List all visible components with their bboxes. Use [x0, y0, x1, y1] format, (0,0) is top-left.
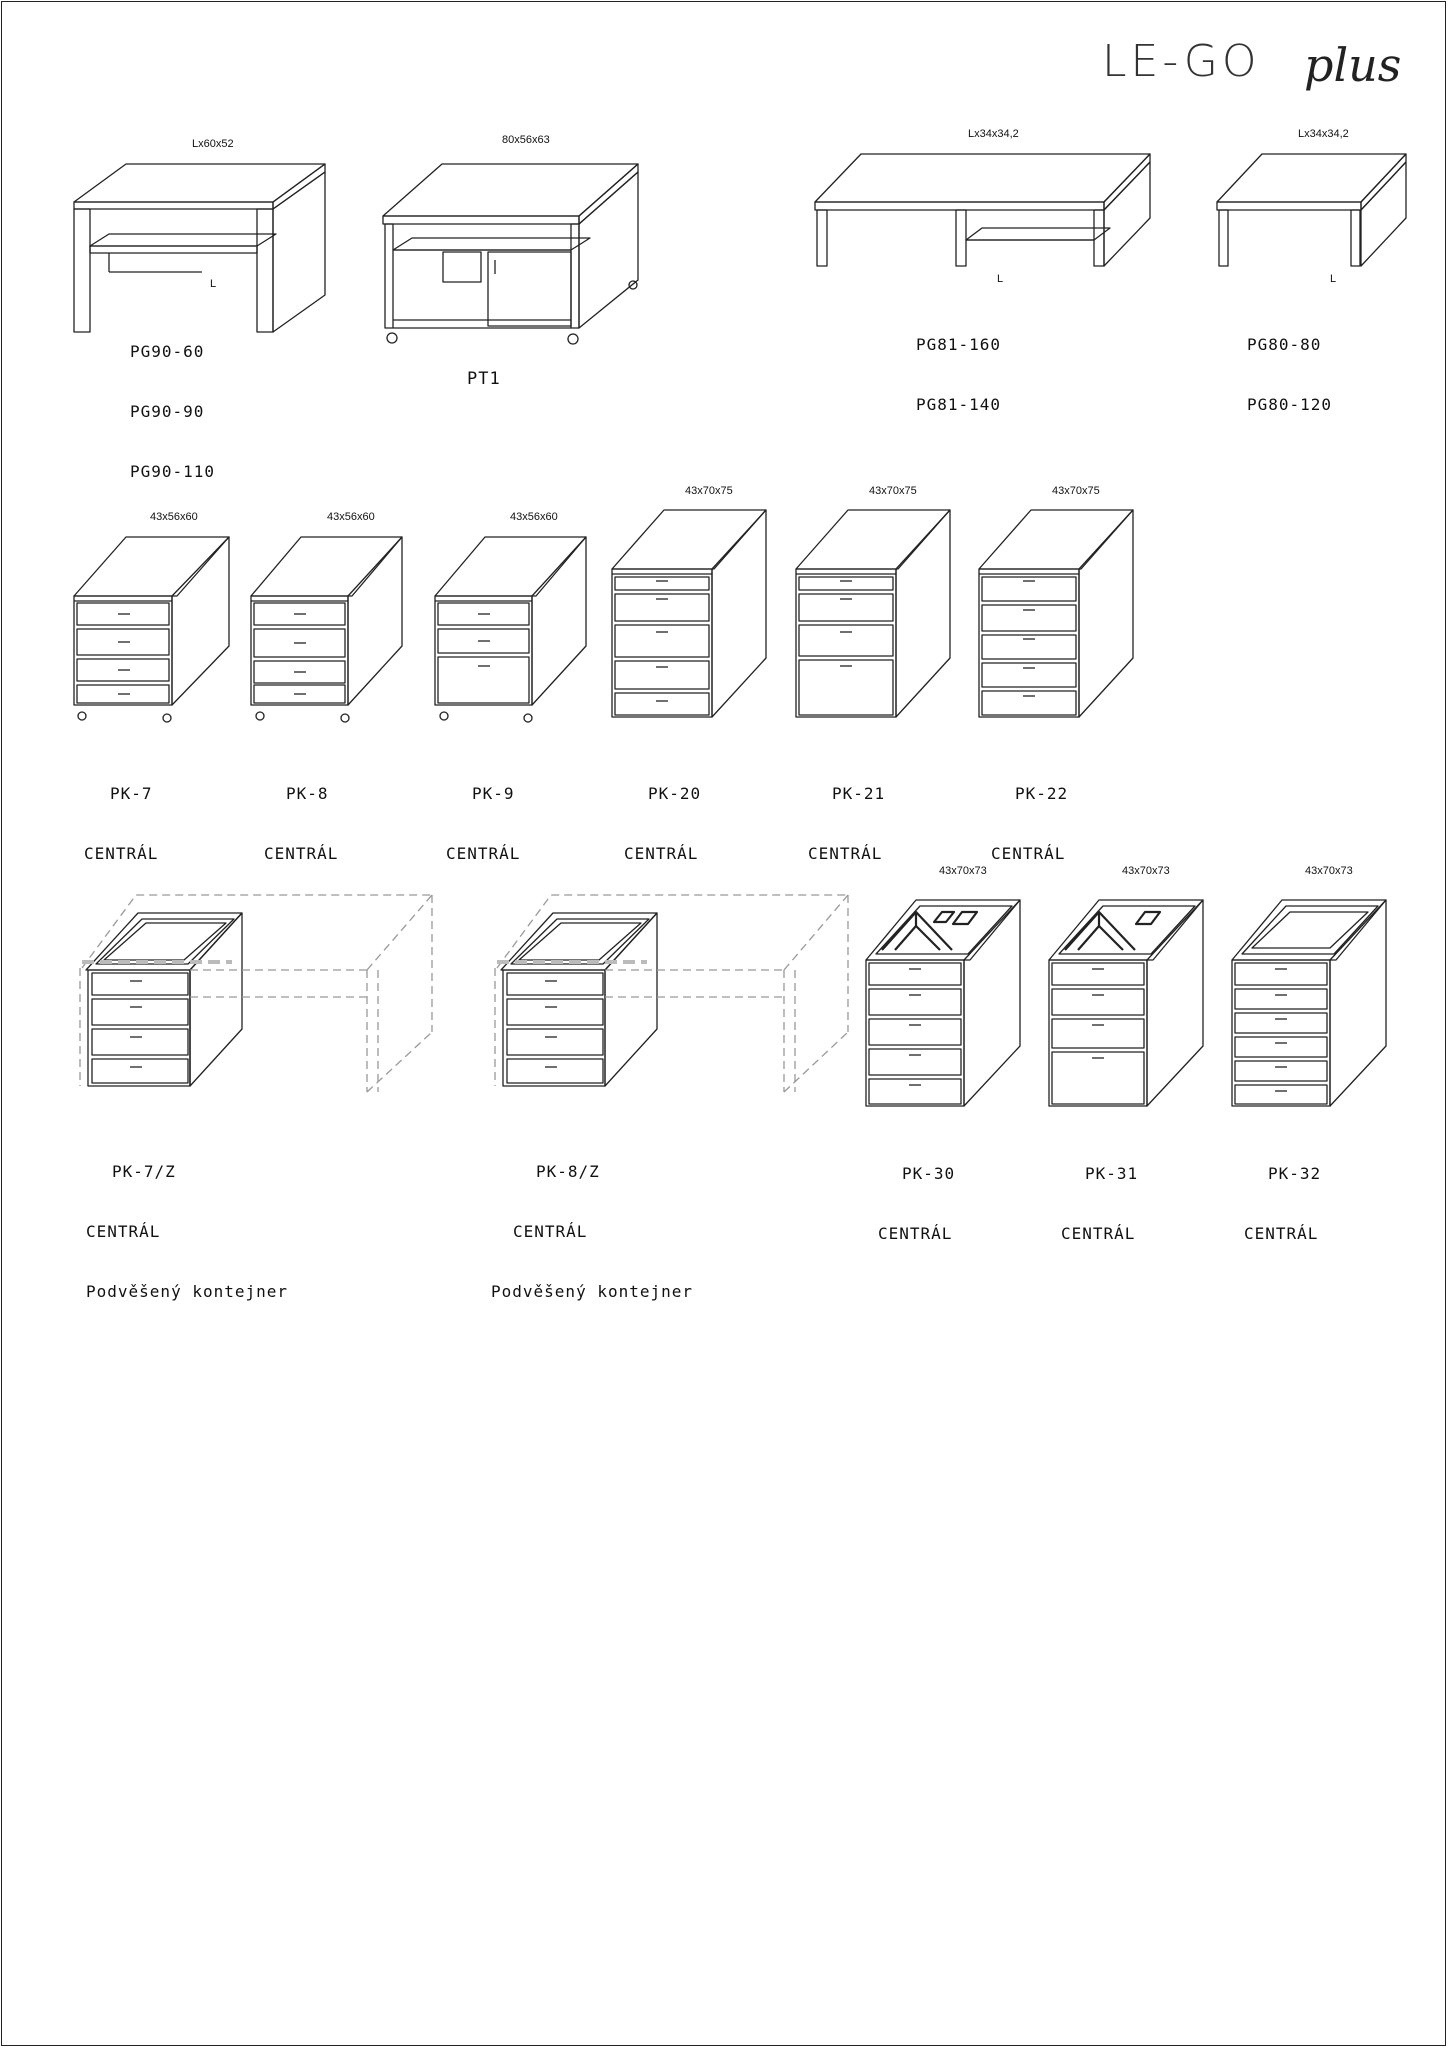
pk8-dims: 43x56x60 [327, 511, 375, 523]
container-pk8z-drawing [495, 895, 848, 1092]
pk32-dims: 43x70x73 [1305, 865, 1353, 877]
pk30-label [878, 1124, 955, 1284]
desk-pg90-code-1: PG90-60 [130, 342, 205, 361]
pk32-code: PK-32 [1268, 1164, 1322, 1183]
furniture-drawings [2, 2, 1447, 2047]
table-pt1-code: PT1 [467, 369, 501, 389]
cabinet-pk9-drawing [435, 537, 586, 722]
brand-name: LE-GO [1102, 36, 1261, 87]
cabinet-pk21-drawing [796, 510, 950, 717]
shelf-pg81-code-1: PG81-160 [916, 335, 1002, 354]
pk20-line: CENTRÁL [624, 844, 699, 863]
pk9-dims: 43x56x60 [510, 511, 558, 523]
pk30-dims: 43x70x73 [939, 865, 987, 877]
pk7-label [84, 744, 158, 904]
cabinet-pk22-drawing [979, 510, 1133, 717]
table-pt1-dims: 80x56x63 [502, 134, 550, 146]
pk20-dims: 43x70x75 [685, 485, 733, 497]
cabinet-pk20-drawing [612, 510, 766, 717]
cabinet-pk31-drawing [1049, 900, 1203, 1106]
pk32-label [1244, 1124, 1321, 1284]
table-pt1-drawing [383, 164, 638, 344]
pk7z-label [86, 1122, 288, 1342]
pk22-label [991, 744, 1068, 904]
pk32-line: CENTRÁL [1244, 1224, 1319, 1243]
pk8-label [264, 744, 338, 904]
pk7z-note: Podvěšený kontejner [86, 1282, 289, 1301]
pk31-label [1061, 1124, 1138, 1284]
pk22-line: CENTRÁL [991, 844, 1066, 863]
cabinet-pk7-drawing [74, 537, 229, 722]
pk20-label [624, 744, 701, 904]
desk-pg90-code-3: PG90-110 [130, 462, 216, 481]
shelf-pg81-codes [916, 295, 1001, 455]
shelf-pg80-code-1: PG80-80 [1247, 335, 1322, 354]
pk9-label [446, 744, 520, 904]
pk8z-line: CENTRÁL [513, 1222, 588, 1241]
shelf-pg80-code-2: PG80-120 [1247, 395, 1333, 414]
cabinet-pk32-drawing [1232, 900, 1386, 1106]
pk30-line: CENTRÁL [878, 1224, 953, 1243]
shelf-pg81-dims: Lx34x34,2 [968, 128, 1019, 140]
pk22-code: PK-22 [1015, 784, 1069, 803]
shelf-pg80-axis: L [1330, 273, 1337, 285]
desk-pg90-codes [130, 302, 215, 522]
catalog-sheet [1, 1, 1446, 2046]
pk8-line: CENTRÁL [264, 844, 339, 863]
pk7z-line: CENTRÁL [86, 1222, 161, 1241]
pk21-dims: 43x70x75 [869, 485, 917, 497]
desk-pg90-dims: Lx60x52 [192, 138, 234, 150]
pk8z-label [491, 1122, 693, 1342]
pk7z-code: PK-7/Z [112, 1162, 176, 1181]
pk21-label [808, 744, 885, 904]
pk20-code: PK-20 [648, 784, 702, 803]
shelf-pg80-codes [1247, 295, 1332, 455]
pk7-dims: 43x56x60 [150, 511, 198, 523]
pk8-code: PK-8 [286, 784, 329, 803]
pk21-code: PK-21 [832, 784, 886, 803]
cabinet-pk8-drawing [251, 537, 402, 722]
container-pk7z-drawing [80, 895, 432, 1092]
brand-script: plus [1304, 38, 1402, 92]
pk8z-note: Podvěšený kontejner [491, 1282, 694, 1301]
pk9-line: CENTRÁL [446, 844, 521, 863]
pk7-line: CENTRÁL [84, 844, 159, 863]
pk21-line: CENTRÁL [808, 844, 883, 863]
shelf-pg81-drawing [815, 154, 1150, 266]
desk-pg90-axis: L [210, 278, 217, 290]
desk-pg90-code-2: PG90-90 [130, 402, 205, 421]
shelf-pg81-axis: L [997, 273, 1004, 285]
pk8z-code: PK-8/Z [536, 1162, 600, 1181]
cabinet-pk30-drawing [866, 900, 1020, 1106]
pk22-dims: 43x70x75 [1052, 485, 1100, 497]
pk30-code: PK-30 [902, 1164, 956, 1183]
shelf-pg81-code-2: PG81-140 [916, 395, 1002, 414]
pk9-code: PK-9 [472, 784, 515, 803]
pk31-code: PK-31 [1085, 1164, 1139, 1183]
shelf-pg80-dims: Lx34x34,2 [1298, 128, 1349, 140]
shelf-pg80-drawing [1217, 154, 1406, 266]
pk7-code: PK-7 [110, 784, 153, 803]
pk31-dims: 43x70x73 [1122, 865, 1170, 877]
pk31-line: CENTRÁL [1061, 1224, 1136, 1243]
